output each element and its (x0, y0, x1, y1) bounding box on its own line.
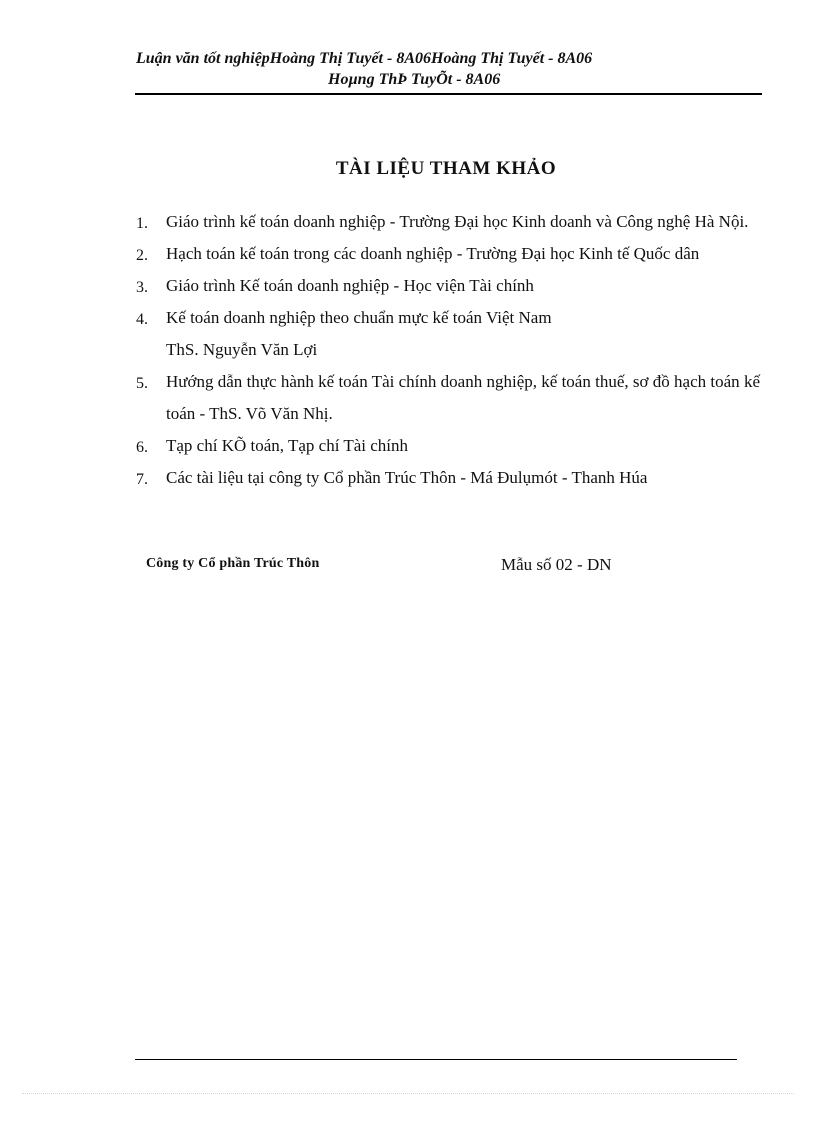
reference-text: Giáo trình Kế toán doanh nghiệp - Học viện Tài chính (166, 276, 534, 295)
reference-item (136, 366, 760, 430)
reference-author: ThS. Nguyễn Văn Lợi (166, 340, 318, 359)
page-title: TÀI LIỆU THAM KHẢO (335, 158, 557, 179)
reference-item (136, 270, 760, 302)
reference-text: Kế toán doanh nghiệp theo chuẩn mực kế toán Việt Nam (166, 308, 552, 327)
reference-item (136, 206, 760, 238)
running-header (136, 48, 762, 90)
page-edge-marker (22, 1093, 794, 1094)
reference-number: 5. (136, 375, 148, 392)
reference-number: 3. (136, 279, 148, 296)
reference-item (136, 462, 760, 494)
header-line-2: Hoµng ThÞ TuyÕt - 8A06 (328, 71, 501, 88)
reference-text: Hạch toán kế toán trong các doanh nghiệp - Trường Đại học Kinh tế Quốc dân (166, 244, 700, 263)
reference-text: Hướng dẫn thực hành kế toán Tài chính doanh nghiệp, kế toán thuế, sơ đồ hạch toán kế toán - ThS. Võ Văn Nhị. (166, 372, 760, 423)
header-line-1: Luận văn tốt nghiệpHoàng Thị Tuyết - 8A06Hoàng Thị Tuyết - 8A06 (136, 50, 593, 67)
reference-item (136, 430, 760, 462)
footer-divider (135, 1059, 737, 1060)
header-divider (135, 93, 762, 95)
reference-text: Tạp chí KÕ toán, Tạp chí Tài chính (166, 436, 409, 455)
reference-number: 6. (136, 439, 148, 456)
reference-text: Các tài liệu tại công ty Cổ phần Trúc Thôn - Má Đulụmót - Thanh Húa (166, 468, 648, 487)
reference-list (136, 206, 760, 494)
reference-text: Giáo trình kế toán doanh nghiệp - Trường Đại học Kinh doanh và Công nghệ Hà Nội. (166, 212, 749, 231)
reference-item (136, 302, 760, 366)
reference-number: 7. (136, 471, 148, 488)
reference-item (136, 238, 760, 270)
reference-number: 2. (136, 247, 148, 264)
company-name: Công ty Cổ phần Trúc Thôn (146, 556, 320, 571)
reference-number: 1. (136, 215, 148, 232)
reference-number: 4. (136, 311, 148, 328)
form-code: Mẫu số 02 - DN (501, 555, 612, 574)
